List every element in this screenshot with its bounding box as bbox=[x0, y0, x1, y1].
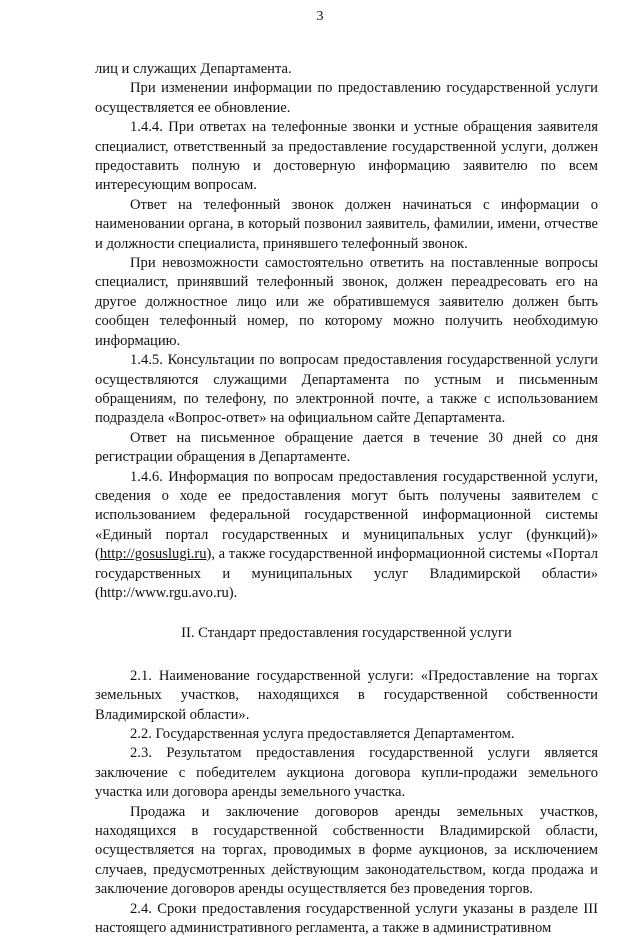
paragraph-1-4-6-text-end: ), а также государственной информационной системы «Портал государственных и муниципальных услуг Владимирской области» (http://www.rgu.avo.ru). bbox=[95, 546, 598, 601]
section-heading: II. Стандарт предоставления государственной услуги bbox=[181, 625, 512, 642]
paragraph-2-3: 2.3. Результатом предоставления государственной услуги является заключение с победителем аукциона договора купли-продажи земельного участка или договора аренды земельного участка. bbox=[95, 745, 598, 801]
paragraph-2-4: 2.4. Сроки предоставления государственной услуги указаны в разделе III настоящего административного регламента, а также в административном bbox=[95, 900, 598, 937]
paragraph-2-1: 2.1. Наименование государственной услуги: «Предоставление на торгах земельных участков, находящихся в государственной собственности Владимирской области». bbox=[95, 667, 598, 723]
paragraph-update-info: При изменении информации по предоставлению государственной услуги осуществляется ее обновление. bbox=[95, 80, 598, 116]
paragraph-redirect: При невозможности самостоятельно ответить на поставленные вопросы специалист, принявший телефонный звонок, должен переадресовать его на другое должностное лицо или же обратившемуся заявителю должен быть сообщен телефонный номер, по которому можно получить необходимую информацию. bbox=[95, 255, 598, 349]
paragraph-2-2: 2.2. Государственная услуга предоставляется Департаментом. bbox=[130, 726, 515, 742]
paragraph-1-4-5: 1.4.5. Консультации по вопросам предоставления государственной услуги осуществляются служащими Департамента по устным и письменным обращениям, по телефону, по электронной почте, а также с использованием подраздела «Вопрос-ответ» на официальном сайте Департамента. bbox=[95, 352, 598, 427]
page-number: 3 bbox=[316, 9, 324, 24]
gosuslugi-link[interactable]: http://gosuslugi.ru bbox=[99, 546, 207, 563]
paragraph-1-4-4: 1.4.4. При ответах на телефонные звонки и устные обращения заявителя специалист, ответственный за предоставление государственной услуги, должен предоставить полную и достоверную информацию заявителю по всем интересующим вопросам. bbox=[95, 119, 598, 194]
paragraph-written-answer: Ответ на письменное обращение дается в течение 30 дней со дня регистрации обращения в Департаменте. bbox=[95, 429, 598, 466]
document-body bbox=[95, 60, 598, 938]
paragraph-1-4-6 bbox=[95, 468, 598, 604]
paragraph-continuation: лиц и служащих Департамента. bbox=[95, 61, 292, 77]
paragraph-sale-lease: Продажа и заключение договоров аренды земельных участков, находящихся в государственной собственности Владимирской области, осуществляется на торгах, проводимых в форме аукционов, за исключением случаев, предусмотренных действующим законодательством, когда продажа и заключение договоров аренды осуществляется без проведения торгов. bbox=[95, 803, 598, 898]
paragraph-phone-answer: Ответ на телефонный звонок должен начинаться с информации о наименовании органа, в который позвонил заявитель, фамилии, имени, отчестве и должности специалиста, принявшего телефонный звонок. bbox=[95, 196, 598, 252]
paragraph-1-4-6-text-start: 1.4.6. Информация по вопросам предоставления государственной услуги, сведения о ходе ее предоставления могут быть получены заявителем с использованием федеральной государственной информационной системы «Единый портал государственных и муниципальных услуг (функций)» ( bbox=[95, 468, 598, 563]
